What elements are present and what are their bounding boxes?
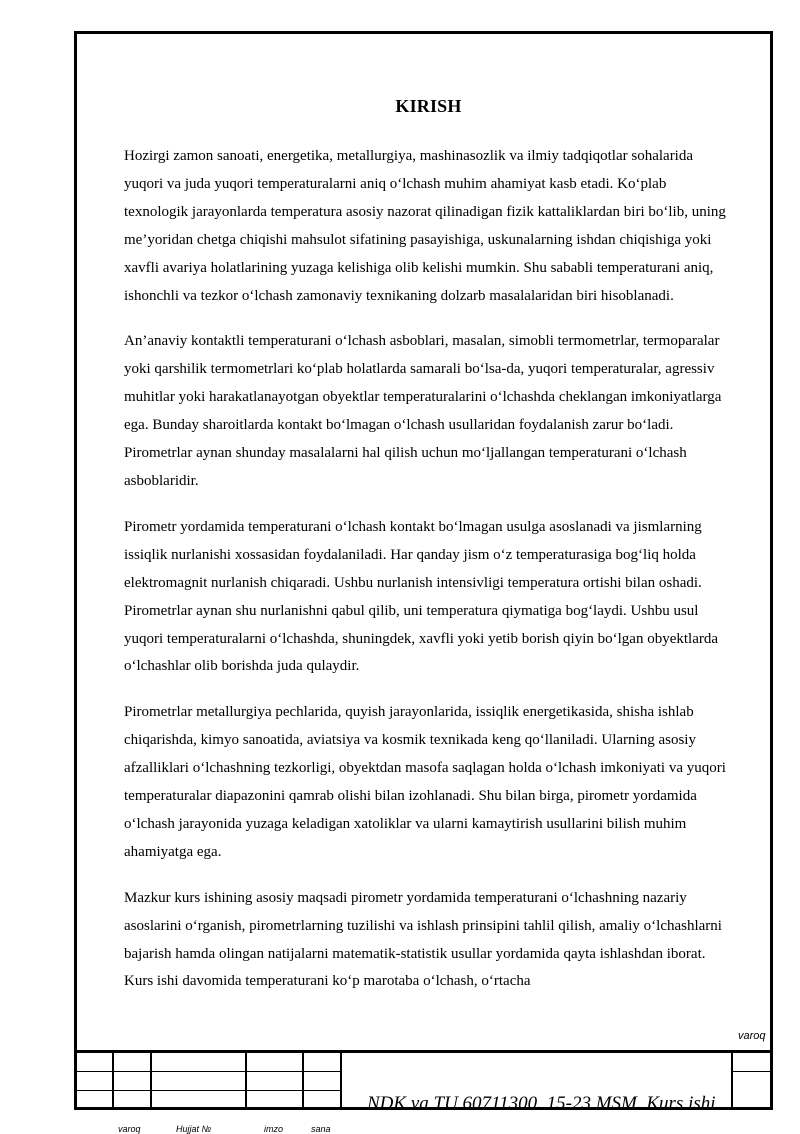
paragraph-2: An’anaviy kontaktli temperaturani o‘lchash asboblari, masalan, simobli termometrlar, termoparalar yoki qarshilik termometrlari ko‘plab holatlarda samarali bo‘lsa-da, yuqori temperaturalar, agressiv muhitlar yoki harakatlanayotgan obyektlar temperaturalarini o‘lchashda cheklangan imkoniyatlarga ega. Bunday sharoitlarda kontakt bo‘lmagan o‘lchash usullaridan foydalanish zarur bo‘ladi. Pirometrlar aynan shunday masalalarni hal qilish uchun mo‘ljallangan temperaturani o‘lchash asboblaridir. <box>124 333 722 489</box>
paragraph-1: Hozirgi zamon sanoati, energetika, metallurgiya, mashinasozlik va ilmiy tadqiqotlar sohalarida yuqori va juda yuqori temperaturalarni aniq o‘lchash muhim ahamiyat kasb etadi. Ko‘plab texnologik jarayonlarda temperatura asosiy nazorat qilinadigan fizik kattaliklardan biri bo‘lib, uning me’yoridan chetga chiqishi mahsulot sifatining pasayishiga, uskunalarning ishdan chiqishiga yoki xavfli avariya holatlarining yuzaga kelishiga olib kelishi mumkin. Shu sababli temperaturani aniq, ishonchli va tezkor o‘lchash zamonaviy texnikaning dolzarb masalalaridan biri hisoblanadi. <box>124 148 726 304</box>
stamp-divider <box>731 1053 733 1110</box>
stamp-divider <box>245 1053 247 1110</box>
stamp-row-line <box>731 1071 773 1072</box>
stamp-row-line <box>74 1090 340 1091</box>
stamp-divider <box>302 1053 304 1110</box>
column-label-document-number: Hujjat № <box>176 1124 212 1134</box>
sheet-label: varoq <box>738 1030 766 1042</box>
paragraph-5: Mazkur kurs ishining asosiy maqsadi pirometr yordamida temperaturani o‘lchashning nazariy asoslarini o‘rganish, pirometrlarning tuzilishi va ishlash prinsipini tahlil qilish, amaliy o‘lchashlarni bajarish hamda olingan natijalarni matematik-statistik usullar yordamida qayta ishlashdan iborat. Kurs ishi davomida temperaturani ko‘p marotaba o‘lchash, o‘rtacha <box>124 889 722 990</box>
paragraph-3: Pirometr yordamida temperaturani o‘lchash kontakt bo‘lmagan usulga asoslanadi va jismlarning issiqlik nurlanishi xossasidan foydalaniladi. Har qanday jism o‘z temperaturasiga bog‘liq holda elektromagnit nurlanish chiqaradi. Ushbu nurlanish intensivligi temperatura ortishi bilan oshadi. Pirometrlar aynan shu nurlanishni qabul qilib, uni temperatura qiymatiga bog‘laydi. Ushbu usul yuqori temperaturalarni o‘lchashda, shuningdek, xavfli yoki yetib borish qiyin bo‘lgan obyektlarda o‘lchashlar olib borishda juda qulaydir. <box>124 518 719 675</box>
stamp-divider <box>112 1053 114 1110</box>
stamp-divider <box>340 1053 342 1110</box>
body-text <box>124 143 732 1014</box>
page-title: KIRISH <box>395 96 462 116</box>
paragraph-4: Pirometrlar metallurgiya pechlarida, quyish jarayonlarida, issiqlik energetikasida, shisha ishlab chiqarishda, kimyo sanoatida, aviatsiya va kosmik texnikada keng qo‘llaniladi. Ularning asosiy afzalliklari o‘lchashning tezkorligi, obyektdan masofa saqlagan holda o‘lchash imkoniyati va yuqori temperaturalar diapazonini qamrab olishi bilan izohlanadi. Shu bilan birga, pirometr yordamida o‘lchash jarayonida yuzaga keladigan xatoliklar va ularni kamaytirish usullarini bilish muhim ahamiyatga ega. <box>124 704 726 860</box>
stamp-divider <box>150 1053 152 1110</box>
stamp-row-line <box>74 1071 340 1072</box>
column-label-signature: imzo <box>264 1124 284 1134</box>
column-label-sheet: varoq <box>118 1124 141 1134</box>
column-label-date: sana <box>311 1124 331 1134</box>
document-title: NDK va TU 60711300. 15-23 MSM. Kurs ishi <box>367 1093 716 1114</box>
